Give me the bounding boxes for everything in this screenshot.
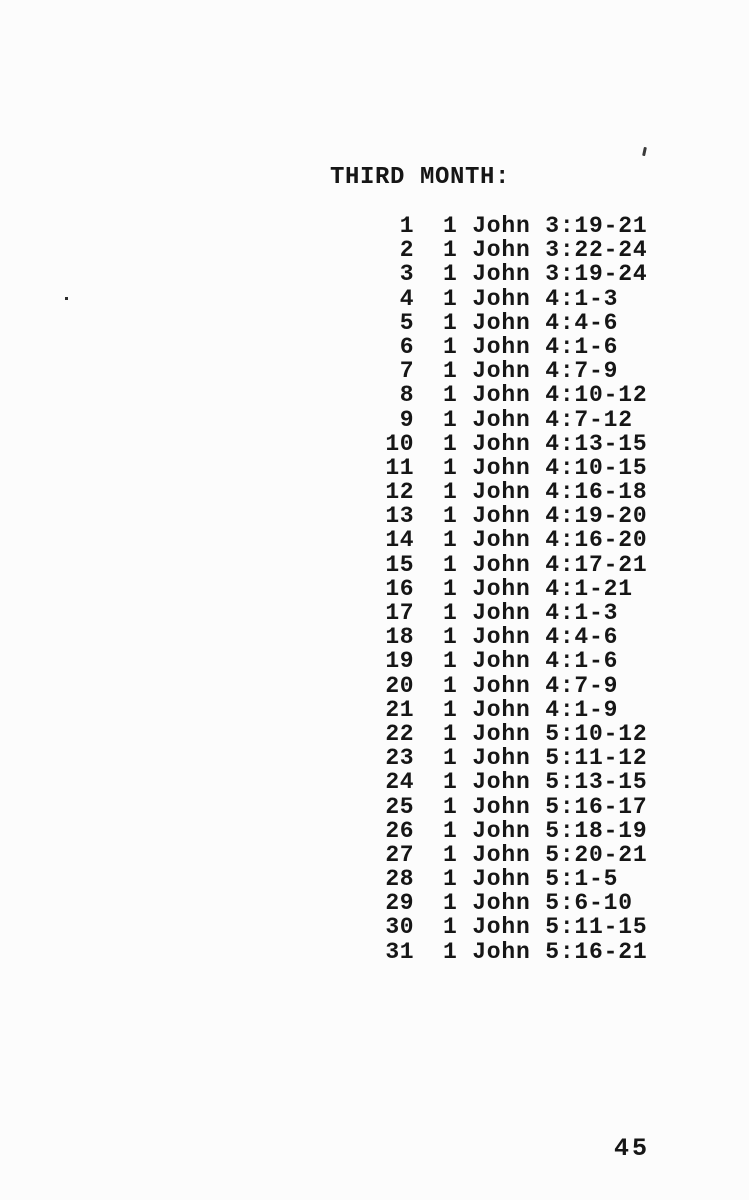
reading-reference: 1 John 5:18-19 [443,817,648,844]
reading-row [368,456,647,480]
reading-reference: 1 John 4:1-6 [443,333,619,360]
reading-day: 9 [399,406,414,433]
reading-reference: 1 John 5:20-21 [443,841,648,868]
reading-reference: 1 John 4:10-15 [443,454,648,481]
reading-reference: 1 John 4:19-20 [443,503,648,530]
reading-reference: 1 John 4:7-9 [443,358,619,385]
reading-reference: 1 John 4:16-20 [443,527,648,554]
reading-day: 4 [399,285,414,312]
reading-row [368,238,647,262]
readings-list [368,214,647,964]
reading-day: 27 [385,841,414,868]
reading-reference: 1 John 4:4-6 [443,624,619,651]
reading-row [368,843,647,867]
reading-day: 11 [385,454,414,481]
reading-day: 15 [385,551,414,578]
reading-reference: 1 John 3:19-24 [443,261,648,288]
reading-row [368,819,647,843]
reading-day: 26 [385,817,414,844]
reading-day: 1 [399,213,414,239]
reading-row [368,891,647,915]
reading-day: 22 [385,720,414,747]
reading-row [368,674,647,698]
reading-reference: 1 John 5:1-5 [443,866,619,893]
reading-reference: 1 John 4:16-18 [443,479,648,506]
reading-day: 31 [385,938,414,965]
reading-row [368,504,647,528]
reading-reference: 1 John 4:7-12 [443,406,633,433]
reading-day: 29 [385,890,414,917]
reading-row [368,311,647,335]
reading-reference: 1 John 4:1-3 [443,600,619,626]
reading-reference: 1 John 5:13-15 [443,769,648,796]
reading-day: 13 [385,503,414,530]
reading-row [368,262,647,286]
reading-day: 14 [385,527,414,554]
reading-day: 5 [399,309,414,336]
reading-reference: 1 John 4:1-9 [443,696,619,723]
reading-reference: 1 John 4:7-9 [443,672,619,699]
reading-day: 28 [385,866,414,893]
reading-reference: 1 John 3:22-24 [443,237,648,264]
reading-day: 17 [385,600,414,626]
reading-day: 25 [385,793,414,820]
reading-row [368,770,647,794]
reading-day: 12 [385,479,414,506]
reading-row [368,722,647,746]
reading-reference: 1 John 4:10-12 [443,382,648,409]
reading-row [368,625,647,649]
reading-row [368,383,647,407]
reading-reference: 1 John 3:19-21 [443,213,648,239]
reading-row [368,601,647,625]
section-heading: THIRD MONTH: [330,164,511,191]
reading-day: 16 [385,575,414,602]
scan-speck [642,147,647,156]
reading-row [368,746,647,770]
reading-day: 20 [385,672,414,699]
scan-speck [65,297,68,300]
reading-reference: 1 John 4:17-21 [443,551,648,578]
reading-reference: 1 John 4:1-3 [443,285,619,312]
reading-reference: 1 John 4:13-15 [443,430,648,457]
reading-row [368,335,647,359]
reading-day: 3 [399,261,414,288]
reading-row [368,649,647,673]
reading-row [368,795,647,819]
reading-row [368,867,647,891]
reading-day: 23 [385,745,414,772]
reading-day: 18 [385,624,414,651]
reading-row [368,577,647,601]
reading-reference: 1 John 5:16-21 [443,938,648,965]
reading-row [368,408,647,432]
reading-day: 10 [385,430,414,457]
reading-row [368,359,647,383]
reading-reference: 1 John 4:1-21 [443,575,633,602]
reading-day: 2 [399,237,414,264]
reading-day: 7 [399,358,414,385]
reading-day: 8 [399,382,414,409]
reading-reference: 1 John 4:4-6 [443,309,619,336]
reading-reference: 1 John 5:6-10 [443,890,633,917]
reading-day: 21 [385,696,414,723]
reading-row [368,940,647,964]
reading-row [368,432,647,456]
reading-row [368,480,647,504]
reading-day: 30 [385,914,414,941]
reading-day: 19 [385,648,414,675]
reading-reference: 1 John 5:16-17 [443,793,648,820]
reading-row [368,698,647,722]
reading-row [368,214,647,238]
reading-row [368,553,647,577]
reading-reference: 1 John 5:11-12 [443,745,648,772]
reading-reference: 1 John 5:10-12 [443,720,648,747]
reading-row [368,915,647,939]
reading-reference: 1 John 5:11-15 [443,914,648,941]
reading-row [368,528,647,552]
reading-day: 6 [399,333,414,360]
reading-reference: 1 John 4:1-6 [443,648,619,675]
reading-row [368,287,647,311]
page-number: 45 [614,1134,651,1163]
reading-day: 24 [385,769,414,796]
